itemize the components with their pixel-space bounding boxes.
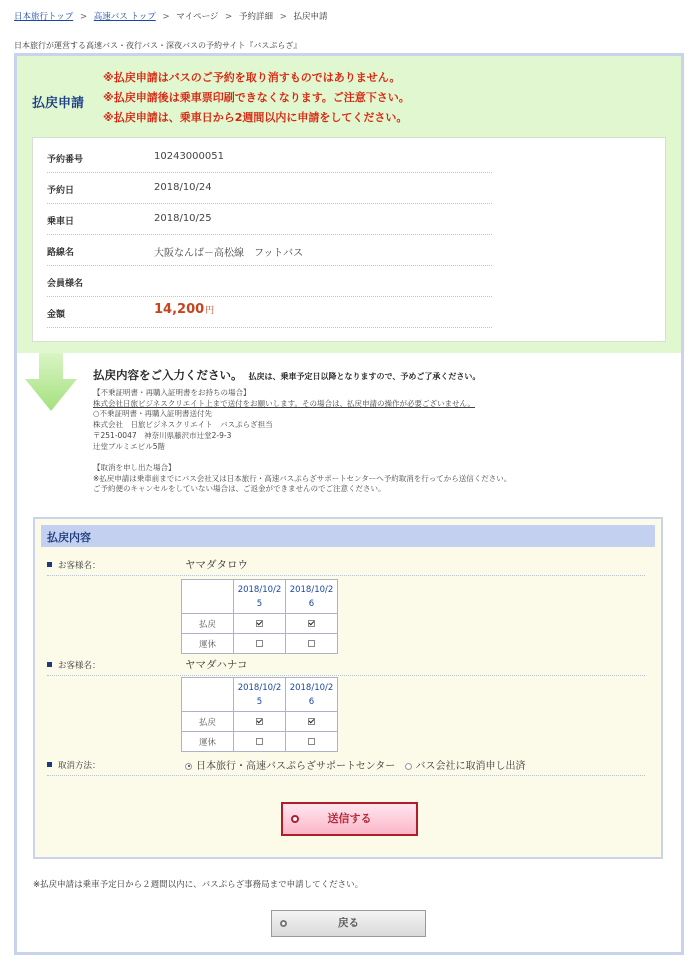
info-row-amount — [47, 297, 492, 328]
table-corner — [182, 580, 234, 614]
instruction-line: ○不乗証明書・再購入証明書送付先 — [93, 409, 213, 419]
warning-text: ※払戻申請後は乗車票印刷できなくなります。ご注意下さい。 — [103, 91, 410, 104]
date-header: 2018/10/2 5 — [234, 678, 286, 712]
refund-cell — [234, 712, 286, 732]
divider — [47, 775, 645, 776]
info-row-reservation-date — [47, 173, 492, 204]
suspended-cell — [234, 732, 286, 752]
customer-name: ヤマダハナコ — [185, 659, 248, 671]
row-label-refund: 払戻 — [182, 712, 234, 732]
back-button[interactable] — [271, 910, 426, 937]
cancel-option-bus-company[interactable]: バス会社に取消申し出済 — [405, 761, 526, 772]
circle-bullet-icon — [291, 815, 299, 823]
site-description: 日本旅行が運営する高速バス・夜行バス・深夜バスの予約サイト『バスぷらざ』 — [14, 41, 302, 50]
instruction-line: 【取消を申し出た場合】 — [93, 462, 176, 472]
suspended-checkbox[interactable] — [256, 738, 263, 745]
instruction-line: 【不乗証明書・再購入証明書をお持ちの場合】 — [93, 388, 251, 397]
warning-text: ※払戻申請はバスのご予約を取り消すものではありません。 — [103, 71, 401, 84]
radio-icon[interactable] — [405, 763, 412, 770]
breadcrumb-separator: > — [225, 12, 233, 22]
refund-checkbox[interactable] — [256, 620, 263, 627]
row-label-refund: 払戻 — [182, 614, 234, 634]
suspended-cell — [286, 732, 338, 752]
amount-unit: 円 — [205, 306, 215, 316]
instructions-note: 払戻は、乗車予定日以降となりますので、予めご了承ください。 — [248, 372, 481, 381]
cancel-method-options — [185, 757, 532, 772]
divider — [47, 675, 645, 676]
info-row-boarding-date — [47, 204, 492, 235]
info-row-reservation-number — [47, 142, 492, 173]
refund-checkbox[interactable] — [256, 718, 263, 725]
refund-date-table — [181, 579, 338, 654]
refund-cell — [234, 614, 286, 634]
instruction-spacer — [93, 452, 511, 463]
amount-number: 14,200 — [154, 302, 205, 317]
breadcrumb — [14, 10, 328, 22]
amount-value — [154, 302, 214, 317]
bullet-square-icon — [47, 562, 52, 567]
refund-cell — [286, 614, 338, 634]
refund-checkbox[interactable] — [308, 620, 315, 627]
submit-label: 送信する — [327, 812, 372, 825]
info-row-route — [47, 235, 492, 266]
instructions-heading: 払戻内容をご入力ください。 — [93, 368, 243, 382]
instruction-line: 株式会社日旅ビジネスクリエイト上まで送付をお願いします。その場合は、払戻申請の操作が必要ございません。 — [93, 398, 475, 408]
breadcrumb-current: 払戻申請 — [293, 12, 328, 22]
refund-checkbox[interactable] — [308, 718, 315, 725]
info-row-member — [47, 266, 492, 297]
breadcrumb-reservation-detail: 予約詳細 — [238, 12, 273, 22]
date-header: 2018/10/2 5 — [234, 580, 286, 614]
date-header: 2018/10/2 6 — [286, 678, 338, 712]
summary-area — [17, 56, 681, 353]
form-header: 払戻内容 — [41, 525, 655, 547]
customer-label: お客様名： — [47, 659, 101, 671]
customer-name: ヤマダタロウ — [185, 559, 248, 571]
breadcrumb-separator: > — [279, 12, 287, 22]
warning-list — [103, 68, 410, 128]
info-label: 予約日 — [47, 186, 75, 196]
route-name: 大阪なんば－高松線 フットバス — [154, 248, 304, 259]
back-label: 戻る — [338, 917, 359, 929]
suspended-cell — [234, 634, 286, 654]
reservation-number: 10243000051 — [154, 151, 224, 162]
row-label-suspended: 運休 — [182, 732, 234, 752]
radio-selected-icon[interactable] — [185, 763, 192, 770]
down-arrow-icon — [25, 353, 77, 411]
instruction-line: ご予約便のキャンセルをしていない場合は、ご返金ができませんのでご注意ください。 — [93, 484, 386, 494]
instruction-line: ※払戻申請は乗車前までにバス会社又は日本旅行・高速バスぷらざサポートセンターへ予約取消を行ってから送信ください。 — [93, 473, 512, 483]
suspended-checkbox[interactable] — [256, 640, 263, 647]
refund-form — [33, 517, 663, 859]
breadcrumb-separator: > — [162, 12, 170, 22]
suspended-checkbox[interactable] — [308, 738, 315, 745]
circle-bullet-icon — [280, 920, 287, 927]
bullet-square-icon — [47, 662, 52, 667]
instructions-title — [93, 367, 480, 383]
page-title: 払戻申請 — [32, 96, 85, 111]
info-label: 路線名 — [47, 248, 75, 258]
main-panel — [14, 53, 684, 955]
breadcrumb-link-top[interactable]: 日本旅行トップ — [14, 12, 74, 22]
table-corner — [182, 678, 234, 712]
customer-label: お客様名： — [47, 559, 101, 571]
suspended-checkbox[interactable] — [308, 640, 315, 647]
instruction-line: 辻堂ブルミエビル5階 — [93, 441, 165, 451]
cancel-method-label: 取消方法： — [47, 759, 101, 771]
bullet-square-icon — [47, 762, 52, 767]
instruction-line: 〒251-0047 神奈川県藤沢市辻堂2-9-3 — [93, 430, 232, 440]
divider — [47, 575, 645, 576]
refund-cell — [286, 712, 338, 732]
breadcrumb-separator: > — [79, 12, 88, 22]
row-label-suspended: 運休 — [182, 634, 234, 654]
instruction-line: 株式会社 日旅ビジネスクリエイト バスぷらざ担当 — [93, 420, 273, 430]
info-label: 金額 — [47, 310, 66, 320]
reservation-info — [32, 137, 666, 342]
warning-text: ※払戻申請は、乗車日から2週間以内に申請をしてください。 — [103, 111, 408, 124]
suspended-cell — [286, 634, 338, 654]
instructions-body — [93, 388, 511, 495]
info-label: 会員様名 — [47, 279, 84, 289]
info-label: 予約番号 — [47, 155, 84, 165]
footnote: ※払戻申請は乗車予定日から２週間以内に、バスぷらざ事務局まで申請してください。 — [33, 880, 364, 890]
cancel-option-support-center[interactable]: 日本旅行・高速バスぷらざサポートセンター — [185, 761, 395, 772]
breadcrumb-mypage: マイページ — [176, 12, 219, 22]
refund-date-table — [181, 677, 338, 752]
info-label: 乗車日 — [47, 217, 75, 227]
boarding-date: 2018/10/25 — [154, 213, 212, 224]
submit-button[interactable] — [281, 802, 418, 836]
breadcrumb-link-bus-top[interactable]: 高速バス トップ — [93, 12, 156, 22]
date-header: 2018/10/2 6 — [286, 580, 338, 614]
reservation-date: 2018/10/24 — [154, 182, 212, 193]
